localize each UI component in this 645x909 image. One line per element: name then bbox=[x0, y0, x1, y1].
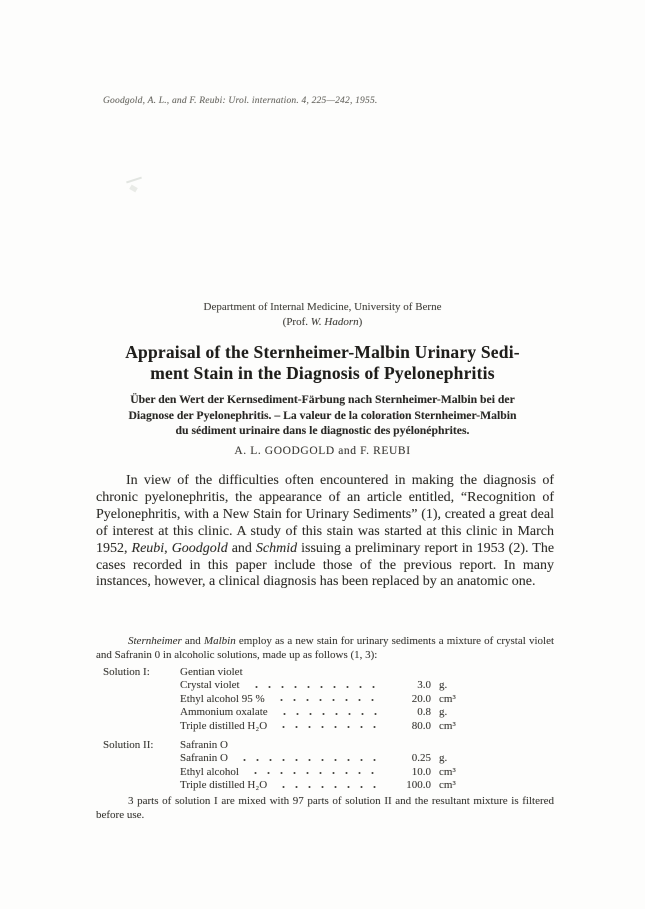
ingredient-unit: g. bbox=[439, 706, 448, 719]
solution-1-block bbox=[103, 666, 469, 733]
solution-2-label: Solution II: bbox=[103, 739, 154, 751]
paper-title-line-2: ment Stain in the Diagnosis of Pyelonephritis bbox=[150, 362, 495, 383]
stain-method-paragraph bbox=[96, 635, 554, 663]
mixing-instructions: 3 parts of solution I are mixed with 97 parts of solution II and the resultant mixture is filtered before use. bbox=[96, 795, 554, 821]
prof-suffix: ) bbox=[358, 315, 363, 328]
intro-segment: issuing a preliminary report in 1953 (2). The cases recorded in this paper include those of the previous report. In many instances, however, a clinical diagnosis has been replaced by an anatomic one. bbox=[96, 540, 555, 590]
ingredient-row bbox=[103, 779, 469, 792]
solution-2-block bbox=[103, 739, 469, 793]
ingredient-unit: cm³ bbox=[439, 765, 456, 778]
intro-name-goodgold: Goodgold bbox=[171, 540, 228, 556]
ingredient-row bbox=[103, 720, 469, 733]
stain-note-segment: employ as a new stain for urinary sediments a mixture of crystal violet and Safranin 0 in alcoholic solutions, made up as follows (1, 3): bbox=[96, 635, 555, 661]
paper-title-line-1: Appraisal of the Sternheimer-Malbin Urinary Sedi- bbox=[125, 342, 520, 362]
ingredient-value: 3.0 bbox=[417, 679, 431, 692]
solution-1-name: Gentian violet bbox=[180, 666, 243, 678]
author-line: A. L. GOODGOLD and F. REUBI bbox=[234, 445, 411, 457]
dotted-leader bbox=[238, 752, 383, 765]
solution-2-name: Safranin O bbox=[180, 739, 228, 751]
ingredient-name: Safranin O bbox=[180, 752, 228, 765]
dotted-leader bbox=[275, 693, 383, 706]
dotted-leader bbox=[250, 679, 383, 692]
solution-2-header bbox=[103, 739, 469, 752]
subtitle-line-2: Diagnose der Pyelonephritis. – La valeur de la coloration Sternheimer-Malbin bbox=[128, 408, 517, 422]
dotted-leader bbox=[277, 779, 383, 792]
ingredient-name: Ethyl alcohol 95 % bbox=[180, 692, 265, 705]
ingredient-value: 0.25 bbox=[411, 752, 431, 765]
intro-segment: In view of the difficulties often encountered in making the diagnosis of chronic pyelonephritis, the appearance of an article entitled, “Recognition of Pyelonephritis, with a New Stain for Urinary Sediments” (1), created a great deal of interest at this clinic. A study of this stain was started at this clinic in March 1952, bbox=[96, 473, 554, 556]
affiliation-line: Department of Internal Medicine, University of Berne bbox=[203, 301, 442, 313]
ingredient-unit: cm³ bbox=[439, 719, 456, 732]
intro-segment: and bbox=[227, 540, 256, 556]
affiliation-professor-line bbox=[0, 315, 645, 330]
ingredient-value: 80.0 bbox=[411, 719, 431, 732]
ingredient-unit: cm³ bbox=[439, 779, 456, 792]
ingredient-row bbox=[103, 706, 469, 719]
stain-note-segment: and bbox=[181, 635, 204, 647]
scan-artifact-smudge bbox=[120, 177, 146, 193]
affiliation-block bbox=[0, 300, 645, 329]
name-sternheimer: Sternheimer bbox=[128, 635, 182, 647]
intro-paragraph bbox=[96, 473, 554, 591]
dotted-leader bbox=[277, 720, 383, 733]
ingredient-value: 20.0 bbox=[411, 692, 431, 705]
ingredient-value: 10.0 bbox=[411, 765, 431, 778]
ingredient-name: Triple distilled H₂O bbox=[180, 719, 268, 732]
ingredient-value: 100.0 bbox=[406, 779, 431, 792]
solution-1-label: Solution I: bbox=[103, 666, 150, 678]
intro-name-reubi: Reubi bbox=[131, 540, 165, 556]
paper-subtitle bbox=[0, 392, 645, 439]
subtitle-line-1: Über den Wert der Kernsediment-Färbung nach Sternheimer-Malbin bei der bbox=[130, 393, 515, 406]
ingredient-unit: g. bbox=[439, 752, 448, 765]
ingredient-unit: cm³ bbox=[439, 692, 456, 705]
intro-name-schmid: Schmid bbox=[255, 540, 298, 556]
paper-title bbox=[0, 342, 645, 383]
dotted-leader bbox=[278, 706, 383, 719]
ingredient-value: 0.8 bbox=[417, 706, 431, 719]
subtitle-line-3: du sédiment urinaire dans le diagnostic des pyélonéphrites. bbox=[175, 424, 470, 438]
ingredient-row bbox=[103, 679, 469, 692]
solution-1-header bbox=[103, 666, 469, 679]
ingredient-name: Crystal violet bbox=[180, 679, 240, 692]
name-malbin: Malbin bbox=[203, 635, 236, 647]
prof-name: W. Hadorn bbox=[310, 315, 359, 328]
ingredient-name: Triple distilled H₂O bbox=[180, 779, 268, 792]
ingredient-row bbox=[103, 766, 469, 779]
ingredient-unit: g. bbox=[439, 679, 448, 692]
prof-prefix: (Prof. bbox=[282, 315, 311, 328]
intro-segment: , bbox=[164, 540, 172, 556]
ingredient-row bbox=[103, 693, 469, 706]
ingredient-name: Ethyl alcohol bbox=[180, 765, 239, 778]
ingredient-row bbox=[103, 752, 469, 765]
dotted-leader bbox=[249, 766, 383, 779]
running-head-citation: Goodgold, A. L., and F. Reubi: Urol. internation. 4, 225—242, 1955. bbox=[103, 96, 378, 106]
ingredient-name: Ammonium oxalate bbox=[180, 706, 268, 719]
